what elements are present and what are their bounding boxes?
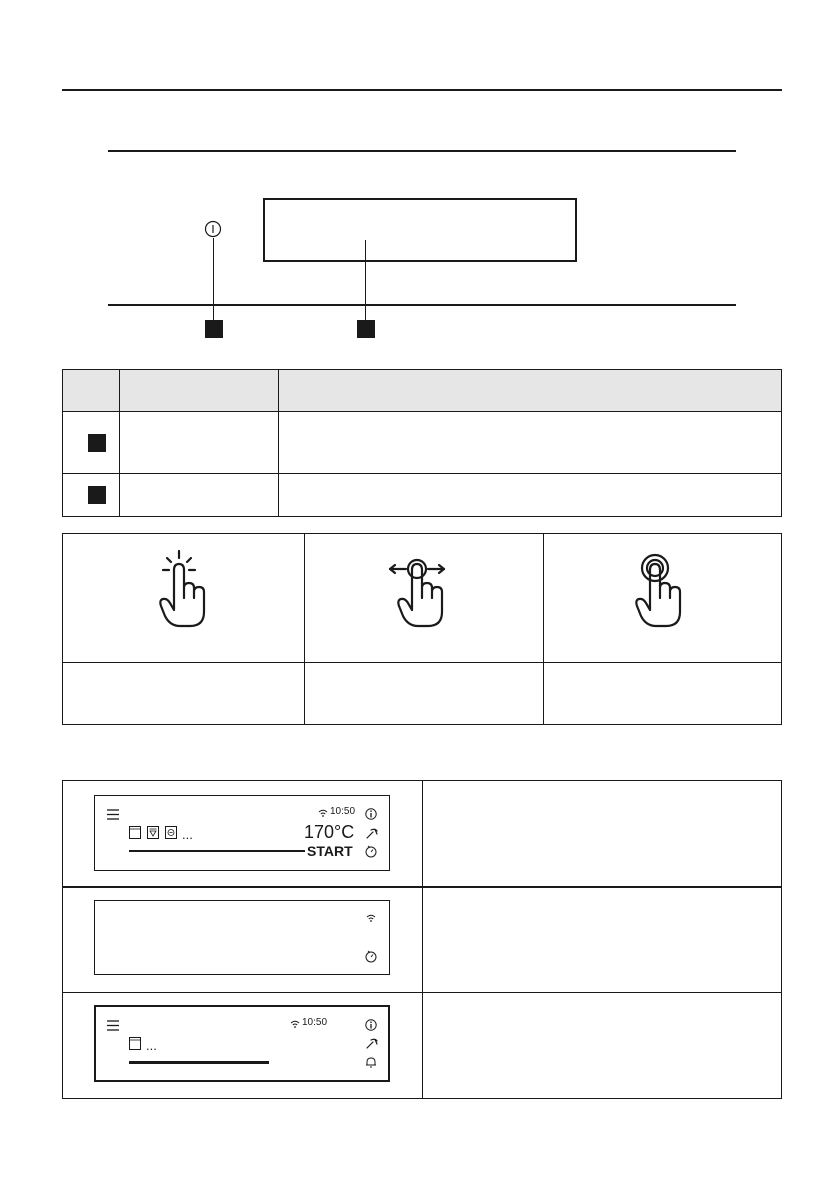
clock-time: 10:50 (302, 1017, 328, 1028)
overview-row-divider-1 (62, 411, 782, 412)
press-hold-icon (628, 550, 688, 630)
fan-icon (147, 826, 159, 839)
marker-1 (205, 320, 223, 338)
display-screen-full (94, 795, 390, 871)
progress-bar (129, 850, 305, 852)
gestures-col-divider-2 (543, 533, 544, 725)
page-top-rule (62, 89, 782, 91)
more-modes-dots: ... (146, 1038, 157, 1053)
menu-icon (107, 809, 119, 820)
marker-2 (357, 320, 375, 338)
swipe-icon (386, 554, 450, 630)
gestures-row-divider (62, 662, 782, 663)
table-marker-1 (88, 434, 106, 452)
info-icon (365, 1019, 377, 1031)
oven-icon (129, 826, 141, 839)
pan-icon (366, 828, 378, 839)
start-label: START (307, 843, 353, 859)
overview-col-divider-2 (278, 369, 279, 517)
panel-bottom-edge (108, 304, 736, 306)
grill-icon (165, 826, 177, 839)
more-modes-dots: ... (182, 827, 193, 842)
display-col-divider (422, 780, 423, 1099)
overview-col-divider-1 (119, 369, 120, 517)
gestures-col-divider-1 (304, 533, 305, 725)
progress-bar (129, 1061, 269, 1064)
wifi-icon (290, 1020, 300, 1028)
wifi-icon (366, 914, 376, 922)
power-icon (204, 220, 222, 238)
timer-icon (365, 950, 377, 963)
bell-icon (365, 1056, 377, 1068)
tap-icon (150, 548, 210, 630)
clock-time: 10:50 (330, 806, 356, 817)
wifi-icon (318, 809, 328, 817)
pan-icon (366, 1038, 378, 1049)
overview-table-frame (62, 369, 782, 517)
panel-display-window (263, 198, 577, 262)
overview-row-divider-2 (62, 473, 782, 474)
info-icon (365, 808, 377, 820)
table-marker-2 (88, 486, 106, 504)
display-screen-standby (94, 900, 390, 975)
panel-top-edge (108, 150, 736, 152)
display-screen-running (94, 1005, 390, 1082)
oven-icon (129, 1037, 141, 1050)
leader-line-2 (365, 240, 366, 320)
menu-icon (107, 1020, 119, 1031)
leader-line-1 (213, 238, 214, 320)
temperature-value: 170°C (304, 822, 355, 842)
timer-icon (365, 845, 377, 858)
